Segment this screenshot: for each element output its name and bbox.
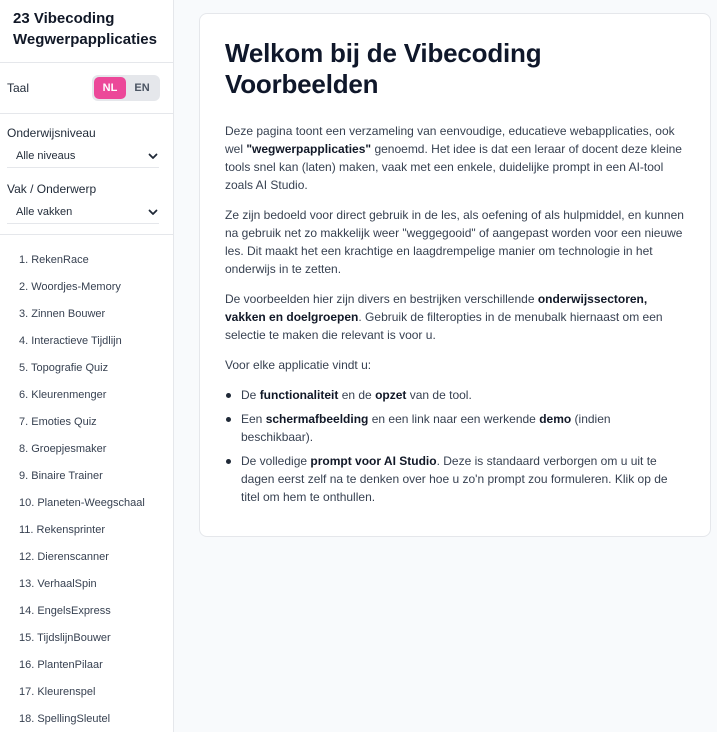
- app-list-item[interactable]: 9. Binaire Trainer: [19, 470, 103, 482]
- feature-emphasis: functionaliteit: [259, 388, 339, 402]
- app-title: [0, 0, 173, 63]
- feature-text: De volledige: [241, 454, 311, 468]
- feature-emphasis: demo: [539, 412, 572, 426]
- intro-paragraph: [225, 122, 684, 194]
- feature-text: en de: [338, 388, 376, 402]
- sidebar: [0, 0, 174, 732]
- features-list: [225, 386, 684, 506]
- app-list-item[interactable]: 15. TijdslijnBouwer: [19, 632, 111, 644]
- intro-text-end: genoemd. Het idee is dat een leraar of docent deze kleine tools snel kan (laten) maken, vaak met een enkele, duidelijke prompt in een AI-tool zoals AI Studio.: [225, 142, 682, 192]
- language-row: [0, 63, 173, 114]
- subject-select-value: Alle vakken: [16, 205, 73, 218]
- feature-item: [225, 452, 684, 506]
- feature-text: De: [241, 388, 260, 402]
- app-list-item[interactable]: 14. EngelsExpress: [19, 605, 111, 617]
- page-title: [225, 38, 684, 100]
- app-list-item[interactable]: 1. RekenRace: [19, 254, 89, 266]
- feature-emphasis: opzet: [375, 388, 407, 402]
- app-list-item[interactable]: 17. Kleurenspel: [19, 686, 96, 698]
- subject-filter-label: Vak / Onderwerp: [7, 182, 97, 196]
- app-list-item[interactable]: 10. Planeten-Weegschaal: [19, 497, 145, 509]
- app-list-item[interactable]: 12. Dierenscanner: [19, 551, 109, 563]
- feature-text: (indien beschikbaar).: [241, 412, 611, 444]
- language-label: Taal: [7, 81, 30, 95]
- diversity-paragraph: [225, 290, 684, 344]
- chevron-down-icon: [147, 150, 159, 162]
- app-list-item[interactable]: 5. Topografie Quiz: [19, 362, 109, 374]
- app-list-item[interactable]: 6. Kleurenmenger: [19, 389, 107, 401]
- level-filter-label: Onderwijsniveau: [7, 126, 96, 140]
- level-select-value: Alle niveaus: [16, 149, 76, 162]
- feature-item: [225, 386, 684, 404]
- diversity-emphasis: onderwijssectoren, vakken en doelgroepen: [225, 292, 648, 324]
- filters: [0, 114, 173, 235]
- list-intro: Voor elke applicatie vindt u:: [225, 358, 372, 372]
- language-en-button[interactable]: EN: [134, 82, 150, 94]
- feature-text: en een link naar een werkende: [368, 412, 540, 426]
- app-list-item[interactable]: 13. VerhaalSpin: [19, 578, 97, 590]
- page-title-line2: Voorbeelden: [225, 69, 379, 99]
- feature-emphasis: prompt voor AI Studio: [310, 454, 437, 468]
- app-list-item[interactable]: 11. Rekensprinter: [19, 524, 106, 536]
- feature-item: [225, 410, 684, 446]
- main-content: [174, 0, 717, 732]
- feature-text: van de tool.: [406, 388, 472, 402]
- usage-paragraph: Ze zijn bedoeld voor direct gebruik in de les, als oefening of als hulpmiddel, en kunnen na gebruik net zo makkelijk weer "weggegooid" of aangepast worden voor een nieuwe les. Dit maakt het een krachtige en laagdrempelige manier om technologie in het onderwijs in te zetten.: [225, 208, 684, 276]
- intro-emphasis: "wegwerpapplicaties": [246, 142, 372, 156]
- page-title-line1: Welkom bij de Vibecoding: [225, 38, 542, 68]
- app-list-item[interactable]: 7. Emoties Quiz: [19, 416, 97, 428]
- diversity-text: De voorbeelden hier zijn divers en bestrijken verschillende: [225, 292, 538, 306]
- app-list: [0, 235, 173, 732]
- app-list-item[interactable]: 2. Woordjes-Memory: [19, 281, 121, 293]
- app-title-line1: 23 Vibecoding: [13, 10, 115, 27]
- app-list-item[interactable]: 4. Interactieve Tijdlijn: [19, 335, 122, 347]
- feature-text: . Deze is standaard verborgen om u uit te dagen eerst zelf na te denken over hoe u zo'n prompt zou formuleren. Klik op de titel om hem te onthullen.: [241, 454, 668, 504]
- language-toggle: [92, 75, 160, 101]
- subject-select[interactable]: [7, 200, 159, 224]
- chevron-down-icon: [147, 206, 159, 218]
- app-list-item[interactable]: 8. Groepjesmaker: [19, 443, 107, 455]
- app-title-line2: Wegwerpapplicaties: [13, 31, 157, 48]
- app-list-item[interactable]: 3. Zinnen Bouwer: [19, 308, 106, 320]
- feature-emphasis: schermafbeelding: [265, 412, 369, 426]
- welcome-card: [199, 13, 711, 537]
- level-select[interactable]: [7, 144, 159, 168]
- language-nl-button[interactable]: NL: [94, 77, 126, 99]
- app-list-item[interactable]: 18. SpellingSleutel: [19, 713, 111, 725]
- feature-text: Een: [241, 412, 266, 426]
- diversity-text-end: . Gebruik de filteropties in de menubalk hiernaast om een selectie te maken die relevant is voor u.: [225, 310, 663, 342]
- app-list-item[interactable]: 16. PlantenPilaar: [19, 659, 103, 671]
- intro-text: Deze pagina toont een verzameling van eenvoudige, educatieve webapplicaties, ook wel: [225, 124, 675, 156]
